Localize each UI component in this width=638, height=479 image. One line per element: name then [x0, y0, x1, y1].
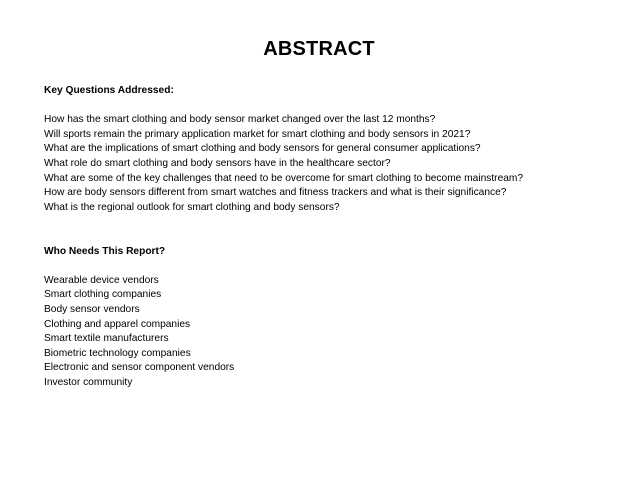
audience-item: Smart clothing companies — [44, 289, 162, 301]
page-title: ABSTRACT — [263, 38, 375, 60]
audience-item: Clothing and apparel companies — [44, 318, 191, 330]
audience-item: Body sensor vendors — [44, 303, 140, 315]
question-item: How has the smart clothing and body sensor market changed over the last 12 months? — [44, 114, 436, 126]
spacer — [44, 215, 624, 244]
spacer — [44, 259, 624, 274]
audience-item: Smart textile manufacturers — [44, 333, 169, 345]
question-item: What are the implications of smart clothing and body sensors for general consumer applications? — [44, 143, 481, 155]
spacer — [44, 99, 624, 114]
audience-item: Biometric technology companies — [44, 347, 191, 359]
key-questions-heading: Key Questions Addressed: — [44, 85, 174, 96]
audience-item: Wearable device vendors — [44, 274, 159, 286]
question-item: What are some of the key challenges that need to be overcome for smart clothing to become mainstream? — [44, 172, 524, 184]
question-item: What role do smart clothing and body sensors have in the healthcare sector? — [44, 157, 391, 169]
audience-item: Investor community — [44, 376, 133, 388]
audience-heading: Who Needs This Report? — [44, 245, 166, 257]
question-item: How are body sensors different from smart watches and fitness trackers and what is their significance? — [44, 187, 507, 199]
audience-item: Electronic and sensor component vendors — [44, 362, 235, 374]
slide-body — [44, 84, 624, 390]
question-item: Will sports remain the primary application market for smart clothing and body sensors in 2021? — [44, 128, 471, 140]
question-item: What is the regional outlook for smart clothing and body sensors? — [44, 201, 340, 213]
